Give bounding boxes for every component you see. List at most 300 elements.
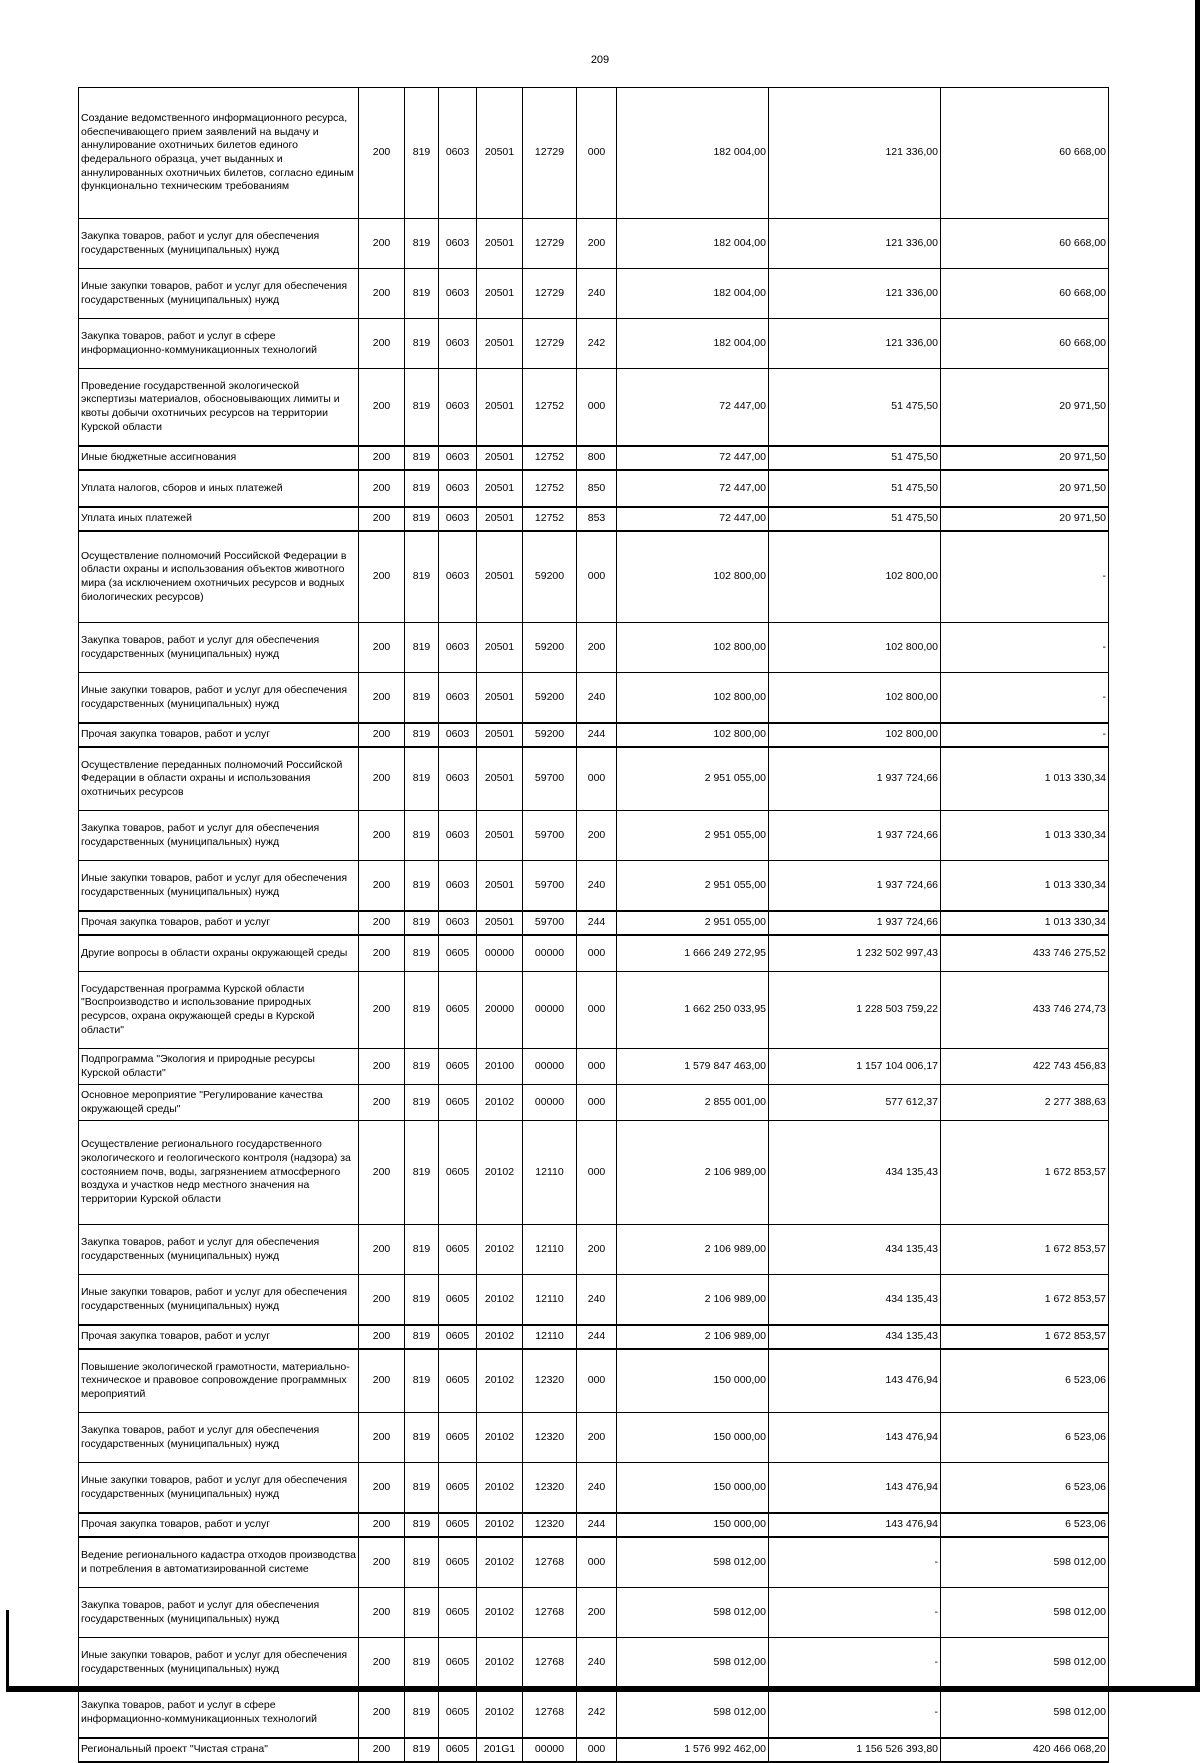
row-name: Осуществление переданных полномочий Российской Федерации в области охраны и использования охотничьих ресурсов	[79, 747, 359, 811]
table-row	[79, 470, 1109, 507]
code-ministry: 819	[405, 623, 439, 673]
code-section: 200	[359, 1638, 405, 1688]
table-row	[79, 446, 1109, 470]
amount-remaining: 422 743 456,83	[941, 1049, 1109, 1085]
code-section: 200	[359, 935, 405, 972]
table-row	[79, 1688, 1109, 1739]
code-program: 20501	[477, 747, 523, 811]
code-program: 20501	[477, 446, 523, 470]
code-direction: 12768	[523, 1638, 577, 1688]
amount-planned: 2 855 001,00	[617, 1085, 769, 1121]
amount-remaining: 433 746 274,73	[941, 972, 1109, 1049]
code-direction: 12768	[523, 1588, 577, 1638]
amount-planned: 102 800,00	[617, 673, 769, 724]
row-name: Иные бюджетные ассигнования	[79, 446, 359, 470]
amount-executed: 577 612,37	[769, 1085, 941, 1121]
code-subsection: 0603	[439, 507, 477, 531]
code-direction: 00000	[523, 1738, 577, 1762]
code-ministry: 819	[405, 269, 439, 319]
code-section: 200	[359, 88, 405, 219]
code-program: 20102	[477, 1085, 523, 1121]
code-section: 200	[359, 1349, 405, 1413]
amount-remaining: 598 012,00	[941, 1638, 1109, 1688]
code-section: 200	[359, 319, 405, 369]
code-program: 20501	[477, 470, 523, 507]
code-direction: 12752	[523, 369, 577, 447]
table-row	[79, 623, 1109, 673]
amount-executed: 121 336,00	[769, 319, 941, 369]
code-ministry: 819	[405, 935, 439, 972]
amount-executed: 143 476,94	[769, 1413, 941, 1463]
row-name: Другие вопросы в области охраны окружающей среды	[79, 935, 359, 972]
amount-remaining: 60 668,00	[941, 269, 1109, 319]
code-expense-type: 800	[577, 446, 617, 470]
code-program: 20102	[477, 1537, 523, 1588]
code-subsection: 0603	[439, 531, 477, 623]
amount-remaining: -	[941, 723, 1109, 747]
code-ministry: 819	[405, 1049, 439, 1085]
row-name: Закупка товаров, работ и услуг для обеспечения государственных (муниципальных) нужд	[79, 811, 359, 861]
code-direction: 12729	[523, 88, 577, 219]
code-expense-type: 200	[577, 1413, 617, 1463]
amount-remaining: -	[941, 531, 1109, 623]
amount-executed: -	[769, 1588, 941, 1638]
table-row	[79, 369, 1109, 447]
code-subsection: 0605	[439, 1413, 477, 1463]
table-row	[79, 1513, 1109, 1537]
amount-executed: 51 475,50	[769, 470, 941, 507]
code-program: 20501	[477, 88, 523, 219]
code-section: 200	[359, 673, 405, 724]
amount-planned: 598 012,00	[617, 1588, 769, 1638]
amount-executed: 51 475,50	[769, 369, 941, 447]
code-direction: 00000	[523, 972, 577, 1049]
code-program: 20501	[477, 673, 523, 724]
amount-planned: 1 662 250 033,95	[617, 972, 769, 1049]
amount-executed: 102 800,00	[769, 623, 941, 673]
code-expense-type: 853	[577, 507, 617, 531]
code-ministry: 819	[405, 507, 439, 531]
code-expense-type: 000	[577, 1121, 617, 1225]
code-ministry: 819	[405, 1588, 439, 1638]
amount-remaining: -	[941, 623, 1109, 673]
amount-remaining: 20 971,50	[941, 507, 1109, 531]
amount-planned: 598 012,00	[617, 1638, 769, 1688]
amount-executed: 434 135,43	[769, 1121, 941, 1225]
code-expense-type: 000	[577, 1349, 617, 1413]
code-section: 200	[359, 1325, 405, 1349]
code-section: 200	[359, 1275, 405, 1326]
code-expense-type: 000	[577, 531, 617, 623]
amount-executed: 143 476,94	[769, 1463, 941, 1514]
table-row	[79, 1275, 1109, 1326]
amount-planned: 1 576 992 462,00	[617, 1738, 769, 1762]
code-direction: 59700	[523, 861, 577, 912]
code-program: 20501	[477, 531, 523, 623]
amount-remaining: 598 012,00	[941, 1688, 1109, 1739]
amount-remaining: 1 672 853,57	[941, 1225, 1109, 1275]
code-section: 200	[359, 446, 405, 470]
table-row	[79, 1413, 1109, 1463]
code-program: 201G1	[477, 1738, 523, 1762]
amount-remaining: -	[941, 673, 1109, 724]
row-name: Прочая закупка товаров, работ и услуг	[79, 1513, 359, 1537]
amount-planned: 598 012,00	[617, 1537, 769, 1588]
amount-remaining: 20 971,50	[941, 446, 1109, 470]
code-direction: 12110	[523, 1275, 577, 1326]
amount-planned: 182 004,00	[617, 88, 769, 219]
code-direction: 12729	[523, 219, 577, 269]
row-name: Закупка товаров, работ и услуг для обеспечения государственных (муниципальных) нужд	[79, 1588, 359, 1638]
code-direction: 12110	[523, 1225, 577, 1275]
amount-planned: 102 800,00	[617, 623, 769, 673]
amount-executed: 1 156 526 393,80	[769, 1738, 941, 1762]
code-subsection: 0603	[439, 219, 477, 269]
table-row	[79, 88, 1109, 219]
amount-remaining: 60 668,00	[941, 319, 1109, 369]
row-name: Иные закупки товаров, работ и услуг для обеспечения государственных (муниципальных) нужд	[79, 269, 359, 319]
code-direction: 00000	[523, 935, 577, 972]
code-expense-type: 240	[577, 673, 617, 724]
code-section: 200	[359, 723, 405, 747]
code-subsection: 0605	[439, 1537, 477, 1588]
code-subsection: 0605	[439, 1085, 477, 1121]
row-name: Проведение государственной экологической экспертизы материалов, обосновывающих лимиты и квоты добычи охотничьих ресурсов на территории Курской области	[79, 369, 359, 447]
code-expense-type: 000	[577, 747, 617, 811]
code-subsection: 0603	[439, 470, 477, 507]
code-expense-type: 000	[577, 88, 617, 219]
code-expense-type: 240	[577, 269, 617, 319]
code-program: 20501	[477, 911, 523, 935]
code-subsection: 0605	[439, 1275, 477, 1326]
amount-planned: 72 447,00	[617, 507, 769, 531]
amount-executed: 51 475,50	[769, 446, 941, 470]
code-section: 200	[359, 1413, 405, 1463]
code-direction: 59700	[523, 811, 577, 861]
code-ministry: 819	[405, 1738, 439, 1762]
code-section: 200	[359, 811, 405, 861]
code-ministry: 819	[405, 531, 439, 623]
code-subsection: 0603	[439, 88, 477, 219]
code-ministry: 819	[405, 673, 439, 724]
amount-planned: 2 106 989,00	[617, 1275, 769, 1326]
code-section: 200	[359, 1513, 405, 1537]
amount-remaining: 20 971,50	[941, 470, 1109, 507]
code-expense-type: 240	[577, 1463, 617, 1514]
amount-planned: 2 951 055,00	[617, 811, 769, 861]
amount-remaining: 1 013 330,34	[941, 811, 1109, 861]
code-expense-type: 000	[577, 369, 617, 447]
code-expense-type: 000	[577, 935, 617, 972]
amount-executed: 1 228 503 759,22	[769, 972, 941, 1049]
code-ministry: 819	[405, 1537, 439, 1588]
amount-planned: 2 106 989,00	[617, 1225, 769, 1275]
code-direction: 59700	[523, 911, 577, 935]
amount-planned: 182 004,00	[617, 319, 769, 369]
amount-executed: 143 476,94	[769, 1349, 941, 1413]
row-name: Закупка товаров, работ и услуг для обеспечения государственных (муниципальных) нужд	[79, 623, 359, 673]
amount-remaining: 2 277 388,63	[941, 1085, 1109, 1121]
row-name: Иные закупки товаров, работ и услуг для обеспечения государственных (муниципальных) нужд	[79, 1463, 359, 1514]
amount-planned: 2 951 055,00	[617, 747, 769, 811]
amount-planned: 150 000,00	[617, 1463, 769, 1514]
code-direction: 59200	[523, 623, 577, 673]
code-program: 20102	[477, 1349, 523, 1413]
row-name: Создание ведомственного информационного ресурса, обеспечивающего прием заявлений на выдачу и аннулирование охотничьих билетов единого федерального образца, учет выданных и аннулированных охотничьих билетов, согласно единым функционально техническим требованиям	[79, 88, 359, 219]
row-name: Закупка товаров, работ и услуг в сфере информационно-коммуникационных технологий	[79, 1688, 359, 1739]
code-program: 20501	[477, 269, 523, 319]
code-program: 20501	[477, 319, 523, 369]
code-direction: 00000	[523, 1049, 577, 1085]
code-section: 200	[359, 470, 405, 507]
code-direction: 59200	[523, 673, 577, 724]
code-subsection: 0605	[439, 1513, 477, 1537]
code-subsection: 0603	[439, 911, 477, 935]
code-section: 200	[359, 369, 405, 447]
code-direction: 12729	[523, 319, 577, 369]
amount-planned: 2 106 989,00	[617, 1325, 769, 1349]
code-section: 200	[359, 269, 405, 319]
code-subsection: 0603	[439, 319, 477, 369]
code-subsection: 0605	[439, 935, 477, 972]
code-section: 200	[359, 1085, 405, 1121]
table-row	[79, 269, 1109, 319]
row-name: Осуществление регионального государственного экологического и геологического контроля (надзора) за состоянием почв, воды, загрязнением атмосферного воздуха и участков недр местного значения на территории Курской области	[79, 1121, 359, 1225]
code-expense-type: 200	[577, 219, 617, 269]
amount-remaining: 598 012,00	[941, 1537, 1109, 1588]
code-section: 200	[359, 1463, 405, 1514]
row-name: Региональный проект "Чистая страна"	[79, 1738, 359, 1762]
code-direction: 12752	[523, 507, 577, 531]
row-name: Повышение экологической грамотности, материально-техническое и правовое сопровождение программных мероприятий	[79, 1349, 359, 1413]
code-expense-type: 242	[577, 1688, 617, 1739]
code-direction: 59700	[523, 747, 577, 811]
code-ministry: 819	[405, 1225, 439, 1275]
code-expense-type: 244	[577, 911, 617, 935]
amount-remaining: 433 746 275,52	[941, 935, 1109, 972]
row-name: Основное мероприятие "Регулирование качества окружающей среды"	[79, 1085, 359, 1121]
code-subsection: 0605	[439, 1049, 477, 1085]
amount-planned: 150 000,00	[617, 1349, 769, 1413]
code-program: 20102	[477, 1325, 523, 1349]
amount-executed: -	[769, 1688, 941, 1739]
code-section: 200	[359, 1738, 405, 1762]
code-direction: 12320	[523, 1349, 577, 1413]
amount-remaining: 420 466 068,20	[941, 1738, 1109, 1762]
amount-executed: 51 475,50	[769, 507, 941, 531]
code-ministry: 819	[405, 1463, 439, 1514]
amount-planned: 1 579 847 463,00	[617, 1049, 769, 1085]
code-subsection: 0603	[439, 446, 477, 470]
amount-remaining: 598 012,00	[941, 1588, 1109, 1638]
table-row	[79, 935, 1109, 972]
amount-remaining: 1 672 853,57	[941, 1325, 1109, 1349]
amount-remaining: 1 013 330,34	[941, 747, 1109, 811]
page-number: 209	[590, 54, 610, 66]
amount-executed: 1 937 724,66	[769, 747, 941, 811]
budget-table-body	[79, 88, 1109, 1763]
code-subsection: 0603	[439, 747, 477, 811]
row-name: Закупка товаров, работ и услуг для обеспечения государственных (муниципальных) нужд	[79, 219, 359, 269]
code-expense-type: 200	[577, 811, 617, 861]
code-ministry: 819	[405, 811, 439, 861]
row-name: Иные закупки товаров, работ и услуг для обеспечения государственных (муниципальных) нужд	[79, 1638, 359, 1688]
amount-executed: 102 800,00	[769, 723, 941, 747]
code-program: 20102	[477, 1513, 523, 1537]
code-program: 20102	[477, 1688, 523, 1739]
code-ministry: 819	[405, 723, 439, 747]
amount-planned: 2 106 989,00	[617, 1121, 769, 1225]
code-subsection: 0605	[439, 1463, 477, 1514]
code-subsection: 0605	[439, 1638, 477, 1688]
code-expense-type: 242	[577, 319, 617, 369]
table-row	[79, 1638, 1109, 1688]
code-section: 200	[359, 1121, 405, 1225]
code-program: 20102	[477, 1588, 523, 1638]
code-expense-type: 200	[577, 623, 617, 673]
code-subsection: 0605	[439, 972, 477, 1049]
code-subsection: 0603	[439, 811, 477, 861]
table-row	[79, 1738, 1109, 1762]
code-ministry: 819	[405, 1275, 439, 1326]
code-subsection: 0605	[439, 1588, 477, 1638]
amount-remaining: 20 971,50	[941, 369, 1109, 447]
code-program: 20000	[477, 972, 523, 1049]
amount-planned: 102 800,00	[617, 531, 769, 623]
amount-remaining: 6 523,06	[941, 1513, 1109, 1537]
row-name: Закупка товаров, работ и услуг для обеспечения государственных (муниципальных) нужд	[79, 1413, 359, 1463]
code-direction: 00000	[523, 1085, 577, 1121]
table-row	[79, 1121, 1109, 1225]
code-program: 20102	[477, 1121, 523, 1225]
table-row	[79, 673, 1109, 724]
amount-planned: 72 447,00	[617, 446, 769, 470]
code-expense-type: 200	[577, 1225, 617, 1275]
code-section: 200	[359, 531, 405, 623]
code-ministry: 819	[405, 972, 439, 1049]
code-ministry: 819	[405, 1688, 439, 1739]
code-direction: 12110	[523, 1121, 577, 1225]
code-ministry: 819	[405, 319, 439, 369]
code-ministry: 819	[405, 747, 439, 811]
code-ministry: 819	[405, 861, 439, 912]
amount-executed: -	[769, 1537, 941, 1588]
code-expense-type: 000	[577, 972, 617, 1049]
code-direction: 12320	[523, 1463, 577, 1514]
amount-planned: 150 000,00	[617, 1413, 769, 1463]
code-ministry: 819	[405, 219, 439, 269]
amount-executed: 434 135,43	[769, 1275, 941, 1326]
row-name: Ведение регионального кадастра отходов производства и потребления в автоматизированной системе	[79, 1537, 359, 1588]
code-subsection: 0603	[439, 673, 477, 724]
code-direction: 12320	[523, 1413, 577, 1463]
code-subsection: 0605	[439, 1738, 477, 1762]
amount-remaining: 6 523,06	[941, 1463, 1109, 1514]
code-ministry: 819	[405, 1349, 439, 1413]
code-section: 200	[359, 972, 405, 1049]
code-subsection: 0603	[439, 623, 477, 673]
row-name: Закупка товаров, работ и услуг для обеспечения государственных (муниципальных) нужд	[79, 1225, 359, 1275]
table-row	[79, 1325, 1109, 1349]
code-direction: 12768	[523, 1537, 577, 1588]
code-ministry: 819	[405, 1121, 439, 1225]
amount-executed: -	[769, 1638, 941, 1688]
code-section: 200	[359, 1688, 405, 1739]
amount-executed: 121 336,00	[769, 269, 941, 319]
amount-planned: 102 800,00	[617, 723, 769, 747]
amount-remaining: 1 672 853,57	[941, 1275, 1109, 1326]
row-name: Прочая закупка товаров, работ и услуг	[79, 911, 359, 935]
row-name: Государственная программа Курской области "Воспроизводство и использование природных ресурсов, охрана окружающей среды в Курской области"	[79, 972, 359, 1049]
amount-planned: 182 004,00	[617, 269, 769, 319]
row-name: Иные закупки товаров, работ и услуг для обеспечения государственных (муниципальных) нужд	[79, 1275, 359, 1326]
code-ministry: 819	[405, 1325, 439, 1349]
amount-remaining: 1 013 330,34	[941, 911, 1109, 935]
page-edge-left	[6, 1610, 9, 1692]
amount-executed: 143 476,94	[769, 1513, 941, 1537]
code-program: 20102	[477, 1463, 523, 1514]
table-row	[79, 911, 1109, 935]
code-subsection: 0605	[439, 1225, 477, 1275]
amount-planned: 182 004,00	[617, 219, 769, 269]
code-expense-type: 000	[577, 1049, 617, 1085]
amount-remaining: 1 672 853,57	[941, 1121, 1109, 1225]
amount-executed: 1 937 724,66	[769, 911, 941, 935]
code-direction: 12320	[523, 1513, 577, 1537]
code-section: 200	[359, 861, 405, 912]
amount-planned: 2 951 055,00	[617, 911, 769, 935]
code-expense-type: 000	[577, 1738, 617, 1762]
amount-executed: 102 800,00	[769, 673, 941, 724]
code-program: 20501	[477, 861, 523, 912]
code-program: 20102	[477, 1638, 523, 1688]
code-ministry: 819	[405, 911, 439, 935]
table-row	[79, 1537, 1109, 1588]
table-row	[79, 219, 1109, 269]
code-section: 200	[359, 623, 405, 673]
code-direction: 12768	[523, 1688, 577, 1739]
code-direction: 12729	[523, 269, 577, 319]
code-direction: 12110	[523, 1325, 577, 1349]
code-ministry: 819	[405, 1085, 439, 1121]
table-row	[79, 972, 1109, 1049]
amount-executed: 102 800,00	[769, 531, 941, 623]
code-program: 20501	[477, 623, 523, 673]
code-program: 20501	[477, 369, 523, 447]
code-direction: 59200	[523, 531, 577, 623]
table-row	[79, 861, 1109, 912]
code-direction: 12752	[523, 446, 577, 470]
code-ministry: 819	[405, 88, 439, 219]
amount-remaining: 60 668,00	[941, 219, 1109, 269]
table-row	[79, 1225, 1109, 1275]
code-expense-type: 000	[577, 1537, 617, 1588]
code-ministry: 819	[405, 1513, 439, 1537]
code-subsection: 0603	[439, 369, 477, 447]
code-expense-type: 240	[577, 1638, 617, 1688]
row-name: Иные закупки товаров, работ и услуг для обеспечения государственных (муниципальных) нужд	[79, 673, 359, 724]
code-ministry: 819	[405, 1413, 439, 1463]
row-name: Подпрограмма "Экология и природные ресурсы Курской области"	[79, 1049, 359, 1085]
code-subsection: 0605	[439, 1325, 477, 1349]
amount-remaining: 60 668,00	[941, 88, 1109, 219]
table-row	[79, 507, 1109, 531]
code-subsection: 0605	[439, 1121, 477, 1225]
code-program: 20501	[477, 507, 523, 531]
table-row	[79, 1349, 1109, 1413]
row-name: Иные закупки товаров, работ и услуг для обеспечения государственных (муниципальных) нужд	[79, 861, 359, 912]
amount-planned: 72 447,00	[617, 369, 769, 447]
